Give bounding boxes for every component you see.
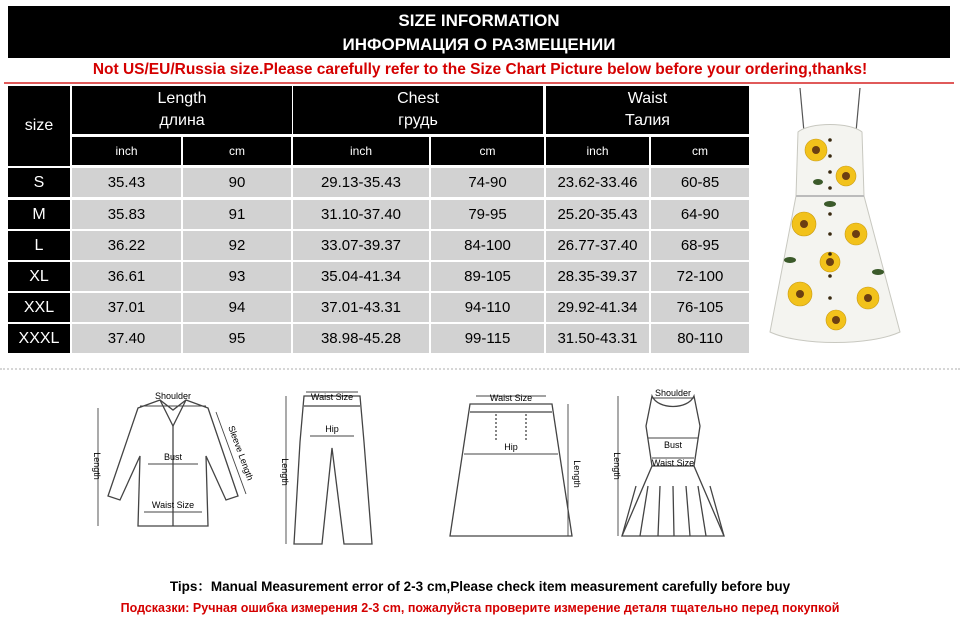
- shoulder-label: Shoulder: [154, 391, 192, 401]
- table-cell: 95: [183, 324, 291, 353]
- skirt-waist-size-label: Waist Size: [489, 393, 533, 403]
- skirt-length-label: Length: [572, 460, 582, 488]
- pants-diagram: [276, 386, 386, 552]
- table-cell: 80-110: [651, 324, 749, 353]
- unit-header-1: cm: [183, 137, 291, 165]
- size-cell: XXL: [8, 293, 70, 322]
- table-cell: 94: [183, 293, 291, 322]
- group-name-en: Chest: [397, 90, 439, 107]
- table-cell: 37.40: [72, 324, 181, 353]
- table-cell: 76-105: [651, 293, 749, 322]
- tips-text: Tips：Manual Measurement error of 2-3 cm,Please check item measurement carefully before buy: [169, 579, 791, 594]
- length-label: Length: [92, 452, 102, 480]
- table-cell: 31.50-43.31: [546, 324, 649, 353]
- table-cell: 92: [183, 231, 291, 260]
- table-cell: 29.13-35.43: [293, 168, 429, 197]
- table-cell: 74-90: [431, 168, 544, 197]
- size-notice: Not US/EU/Russia size.Please carefully refer to the Size Chart Picture below before your ordering,thanks!: [92, 61, 868, 78]
- size-cell: XXXL: [8, 324, 70, 353]
- table-cell: 64-90: [651, 200, 749, 229]
- table-cell: 36.61: [72, 262, 181, 291]
- waist-size-label: Waist Size: [151, 500, 195, 510]
- table-cell: 90: [183, 168, 291, 197]
- table-cell: 84-100: [431, 231, 544, 260]
- table-cell: 35.43: [72, 168, 181, 197]
- pants-length-label: Length: [280, 458, 290, 486]
- table-cell: 36.22: [72, 231, 181, 260]
- title-banner: [8, 6, 950, 58]
- bust-label: Bust: [163, 452, 183, 462]
- size-cell: XL: [8, 262, 70, 291]
- pants-waist-size-label: Waist Size: [310, 392, 354, 402]
- size-cell: S: [8, 168, 70, 197]
- dress-waist-size-label: Waist Size: [651, 458, 695, 468]
- table-cell: 26.77-37.40: [546, 231, 649, 260]
- table-cell: 29.92-41.34: [546, 293, 649, 322]
- unit-header-5: cm: [651, 137, 749, 165]
- group-name-en: Waist: [627, 90, 668, 107]
- shirt-diagram: [88, 386, 258, 536]
- table-cell: 33.07-39.37: [293, 231, 429, 260]
- table-cell: 99-115: [431, 324, 544, 353]
- table-cell: 35.04-41.34: [293, 262, 429, 291]
- unit-header-0: inch: [72, 137, 181, 165]
- table-cell: 35.83: [72, 200, 181, 229]
- table-cell: 23.62-33.46: [546, 168, 649, 197]
- group-header-1: [293, 86, 543, 134]
- size-cell: M: [8, 200, 70, 229]
- table-cell: 28.35-39.37: [546, 262, 649, 291]
- title-en: SIZE INFORMATION: [398, 11, 560, 30]
- table-cell: 37.01: [72, 293, 181, 322]
- dress-bust-label: Bust: [663, 440, 683, 450]
- title-ru: ИНФОРМАЦИЯ О РАЗМЕЩЕНИИ: [342, 35, 616, 54]
- dress-shoulder-label: Shoulder: [654, 388, 692, 398]
- size-cell: L: [8, 231, 70, 260]
- table-cell: 60-85: [651, 168, 749, 197]
- group-name-ru: длина: [159, 112, 205, 129]
- group-name-ru: Талия: [625, 112, 670, 129]
- group-name-ru: грудь: [398, 112, 438, 129]
- dress-diagram: [608, 386, 738, 546]
- table-cell: 72-100: [651, 262, 749, 291]
- table-cell: 31.10-37.40: [293, 200, 429, 229]
- skirt-hip-label: Hip: [504, 442, 518, 452]
- group-header-2: [546, 86, 749, 134]
- unit-header-3: cm: [431, 137, 544, 165]
- unit-header-2: inch: [293, 137, 429, 165]
- pants-hip-label: Hip: [325, 424, 339, 434]
- table-cell: 91: [183, 200, 291, 229]
- table-cell: 37.01-43.31: [293, 293, 429, 322]
- table-cell: 25.20-35.43: [546, 200, 649, 229]
- table-cell: 93: [183, 262, 291, 291]
- group-name-en: Length: [157, 90, 207, 107]
- unit-header-4: inch: [546, 137, 649, 165]
- dotted-divider: [0, 368, 960, 370]
- size-header: size: [8, 86, 70, 166]
- group-header-0: [72, 86, 292, 134]
- table-cell: 79-95: [431, 200, 544, 229]
- tips-text-ru: Подсказки: Ручная ошибка измерения 2-3 cm, пожалуйста проверите измерение деталя тщательно перед покупкой: [120, 601, 840, 615]
- table-cell: 68-95: [651, 231, 749, 260]
- skirt-diagram: [436, 386, 586, 546]
- dress-length-label: Length: [612, 452, 622, 480]
- sunflower-dress-image: [760, 84, 910, 358]
- table-cell: 38.98-45.28: [293, 324, 429, 353]
- table-cell: 94-110: [431, 293, 544, 322]
- sleeve-length-label: Sleeve Length: [226, 424, 256, 482]
- table-cell: 89-105: [431, 262, 544, 291]
